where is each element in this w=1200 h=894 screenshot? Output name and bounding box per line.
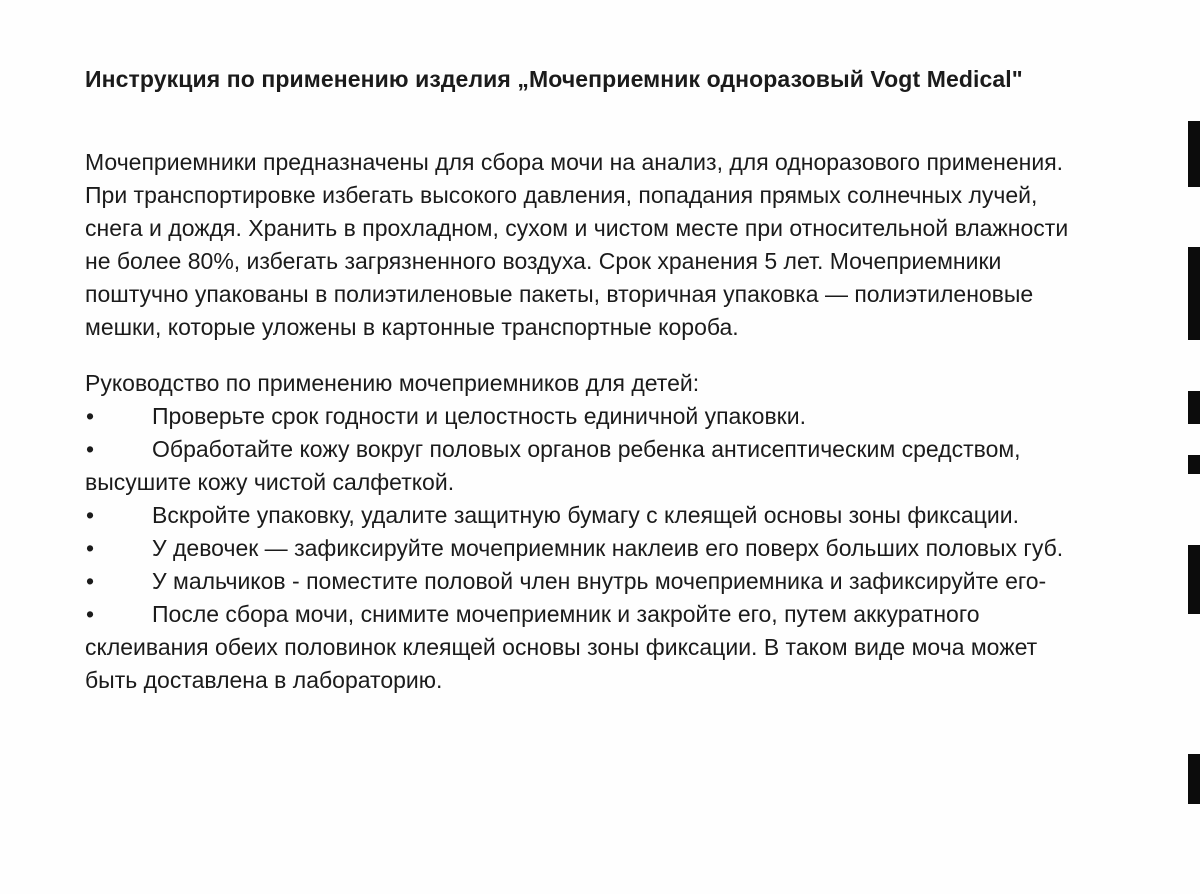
bullet-item: [85, 499, 1160, 532]
bullet-item: [85, 400, 1160, 433]
bullet-icon: •: [86, 403, 95, 429]
intro-line: не более 80%, избегать загрязненного воздуха. Срок хранения 5 лет. Мочеприемники: [85, 248, 1002, 274]
bullet-icon: •: [86, 535, 95, 561]
intro-line: Мочеприемники предназначены для сбора мочи на анализ, для одноразового применения.: [85, 149, 1064, 175]
guide-section: [85, 367, 1160, 697]
bullet-item: [85, 565, 1160, 598]
bullet-list: [85, 400, 1160, 697]
intro-paragraph: [85, 146, 1160, 344]
scan-artifact-bar: [1188, 545, 1200, 614]
bullet-icon: •: [86, 436, 95, 462]
bullet-text: Обработайте кожу вокруг половых органов ребенка антисептическим средством,: [152, 436, 1021, 462]
bullet-text: У мальчиков - поместите половой член внутрь мочеприемника и зафиксируйте его-: [152, 568, 1047, 594]
bullet-icon: •: [86, 502, 95, 528]
bullet-continuation-line: быть доставлена в лабораторию.: [85, 667, 443, 693]
intro-line: снега и дождя. Хранить в прохладном, сухом и чистом месте при относительной влажности: [85, 215, 1069, 241]
bullet-text: После сбора мочи, снимите мочеприемник и закройте его, путем аккуратного: [152, 601, 980, 627]
intro-line: поштучно упакованы в полиэтиленовые пакеты, вторичная упаковка — полиэтиленовые: [85, 281, 1034, 307]
intro-line: При транспортировке избегать высокого давления, попадания прямых солнечных лучей,: [85, 182, 1038, 208]
bullet-text: Вскройте упаковку, удалите защитную бумагу с клеящей основы зоны фиксации.: [152, 502, 1019, 528]
bullet-icon: •: [86, 568, 95, 594]
bullet-item: [85, 598, 1160, 631]
scan-artifact-bar: [1188, 121, 1200, 187]
scan-artifact-bar: [1188, 391, 1200, 424]
bullet-continuation-line: склеивания обеих половинок клеящей основы зоны фиксации. В таком виде моча может: [85, 634, 1038, 660]
bullet-text: Проверьте срок годности и целостность единичной упаковки.: [152, 403, 806, 429]
bullet-item: [85, 433, 1160, 466]
scan-artifact-bar: [1188, 754, 1200, 804]
bullet-item: [85, 532, 1160, 565]
intro-line: мешки, которые уложены в картонные транспортные короба.: [85, 314, 739, 340]
document-title: Инструкция по применению изделия „Мочеприемник одноразовый Vogt Medical": [85, 66, 1023, 92]
guide-heading: Руководство по применению мочеприемников для детей:: [85, 370, 700, 396]
scan-artifact-bar: [1188, 455, 1200, 474]
bullet-icon: •: [86, 601, 95, 627]
scan-artifact-bar: [1188, 247, 1200, 340]
bullet-text: У девочек — зафиксируйте мочеприемник наклеив его поверх больших половых губ.: [152, 535, 1064, 561]
bullet-continuation-line: высушите кожу чистой салфеткой.: [85, 469, 455, 495]
